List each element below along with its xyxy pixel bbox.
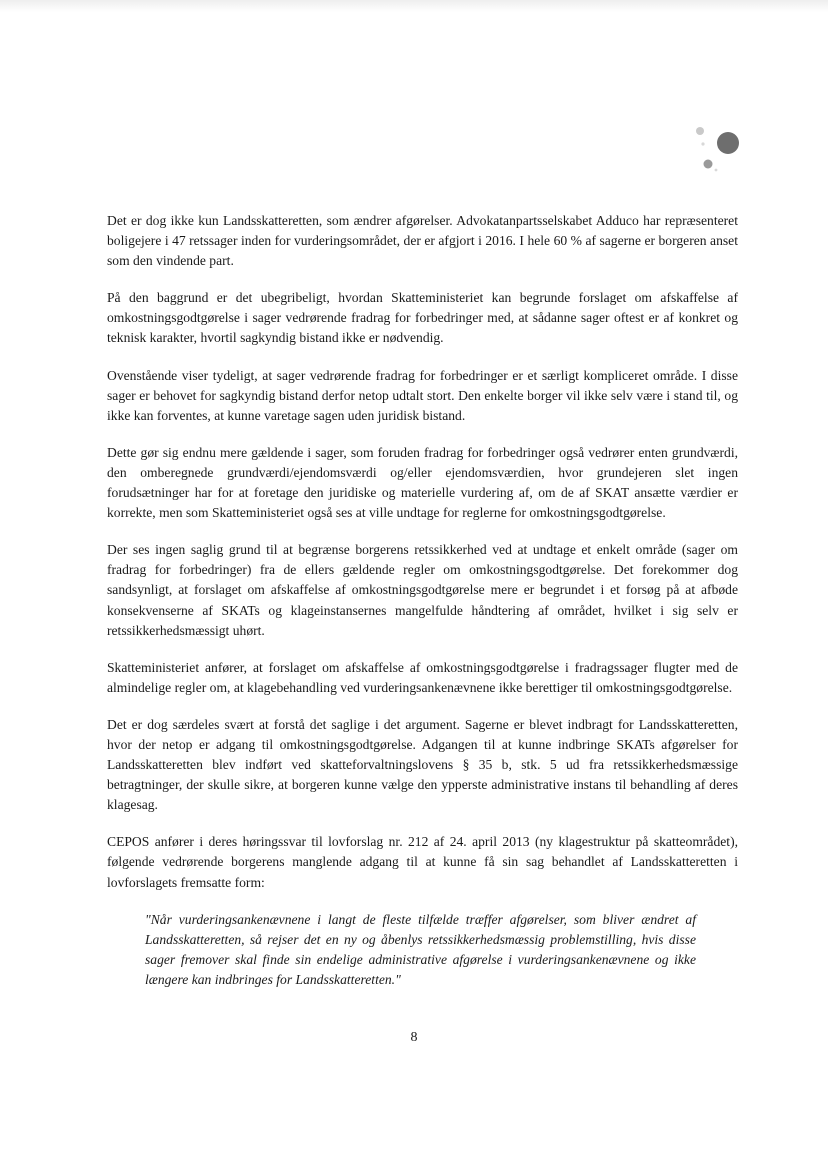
page-number: 8 xyxy=(410,1030,418,1045)
paragraph: Det er dog ikke kun Landsskatteretten, som ændrer afgørelser. Advokatanpartsselskabet Adduco har repræsenteret boligejere i 47 retssager inden for vurderingsområdet, der er afgjort i 2016. I hele 60 % af sagerne er borgeren anset som den vindende part. xyxy=(107,213,738,269)
paragraph: På den baggrund er det ubegribeligt, hvordan Skatteministeriet kan begrunde forslaget om afskaffelse af omkostningsgodtgørelse i sager vedrørende fradrag for forbedringer med, at sådanne sager oftest er af konkret og teknisk karakter, hvortil sagkyndig bistand ikke er nødvendig. xyxy=(107,290,738,346)
page-edge xyxy=(0,0,828,12)
paragraph: Skatteministeriet anfører, at forslaget om afskaffelse af omkostningsgodtgørelse i fradragssager flugter med de almindelige regler om, at klagebehandling ved vurderingsankenævnene ikke berettiger til omkostningsgodtgørelse. xyxy=(107,659,738,695)
paragraph: CEPOS anfører i deres høringssvar til lovforslag nr. 212 af 24. april 2013 (ny klagestruktur på skatteområdet), følgende vedrørende borgerens manglende adgang til at kunne få sin sag behandlet af Landsskatteretten i lovforslagets fremsatte form: xyxy=(107,834,738,890)
paragraph: Det er dog særdeles svært at forstå det saglige i det argument. Sagerne er blevet indbragt for Landsskatteretten, hvor der netop er adgang til omkostningsgodtgørelse. Adgangen til at kunne indbringe SKATs afgørelser for Landsskatteretten blev indført ved skatteforvaltningslovens § 35 b, stk. 5 ud fra retssikkerhedsmæssige betragtninger, der skulle sikre, at borgeren kunne vælge den ypperste administrative instans til behandling af deres klagesag. xyxy=(107,716,738,813)
paragraph: Dette gør sig endnu mere gældende i sager, som foruden fradrag for forbedringer også vedrører enten grundværdi, den omberegnede grundværdi/ejendomsværdi og/eller ejendomsværdien, hvor grundejeren slet ingen forudsætninger har for at foretage den juridiske og materielle vurdering af, om de af SKAT ansætte værdier er korrekte, men som Skatteministeriet også ses at ville undtage for reglerne for omkostningsgodtgørelse. xyxy=(107,444,738,521)
dots-logo-icon xyxy=(690,124,740,178)
block-quote: "Når vurderingsankenævnene i langt de fleste tilfælde træffer afgørelser, som bliver ændret af Landsskatteretten, så rejser det en ny og åbenlys retssikkerhedsmæssig problemstilling, hvis disse sager fremover skal finde sin endelige administrative afgørelse i vurderingsankenævnene og ikke længere kan indbringes for Landsskatteretten." xyxy=(145,911,696,987)
document-body xyxy=(107,211,738,990)
paragraph: Der ses ingen saglig grund til at begrænse borgerens retssikkerhed ved at undtage et enkelt område (sager om fradrag for forbedringer) fra de ellers gældende regler om omkostningsgodtgørelse. Det forekommer dog sandsynligt, at forslaget om afskaffelse af omkostningsgodtgørelse mere er begrundet i et forsøg på at afbøde konsekvenserne af SKATs og klageinstansernes mangelfulde håndtering af området, hvilket i sig selv er retssikkerhedsmæssigt uhørt. xyxy=(107,542,738,638)
paragraph: Ovenstående viser tydeligt, at sager vedrørende fradrag for forbedringer er et særligt kompliceret område. I disse sager er behovet for sagkyndig bistand derfor netop udtalt stort. Den enkelte borger vil ikke selv være i stand til, og ikke kan forventes, at kunne varetage sagen uden juridisk bistand. xyxy=(107,367,738,423)
